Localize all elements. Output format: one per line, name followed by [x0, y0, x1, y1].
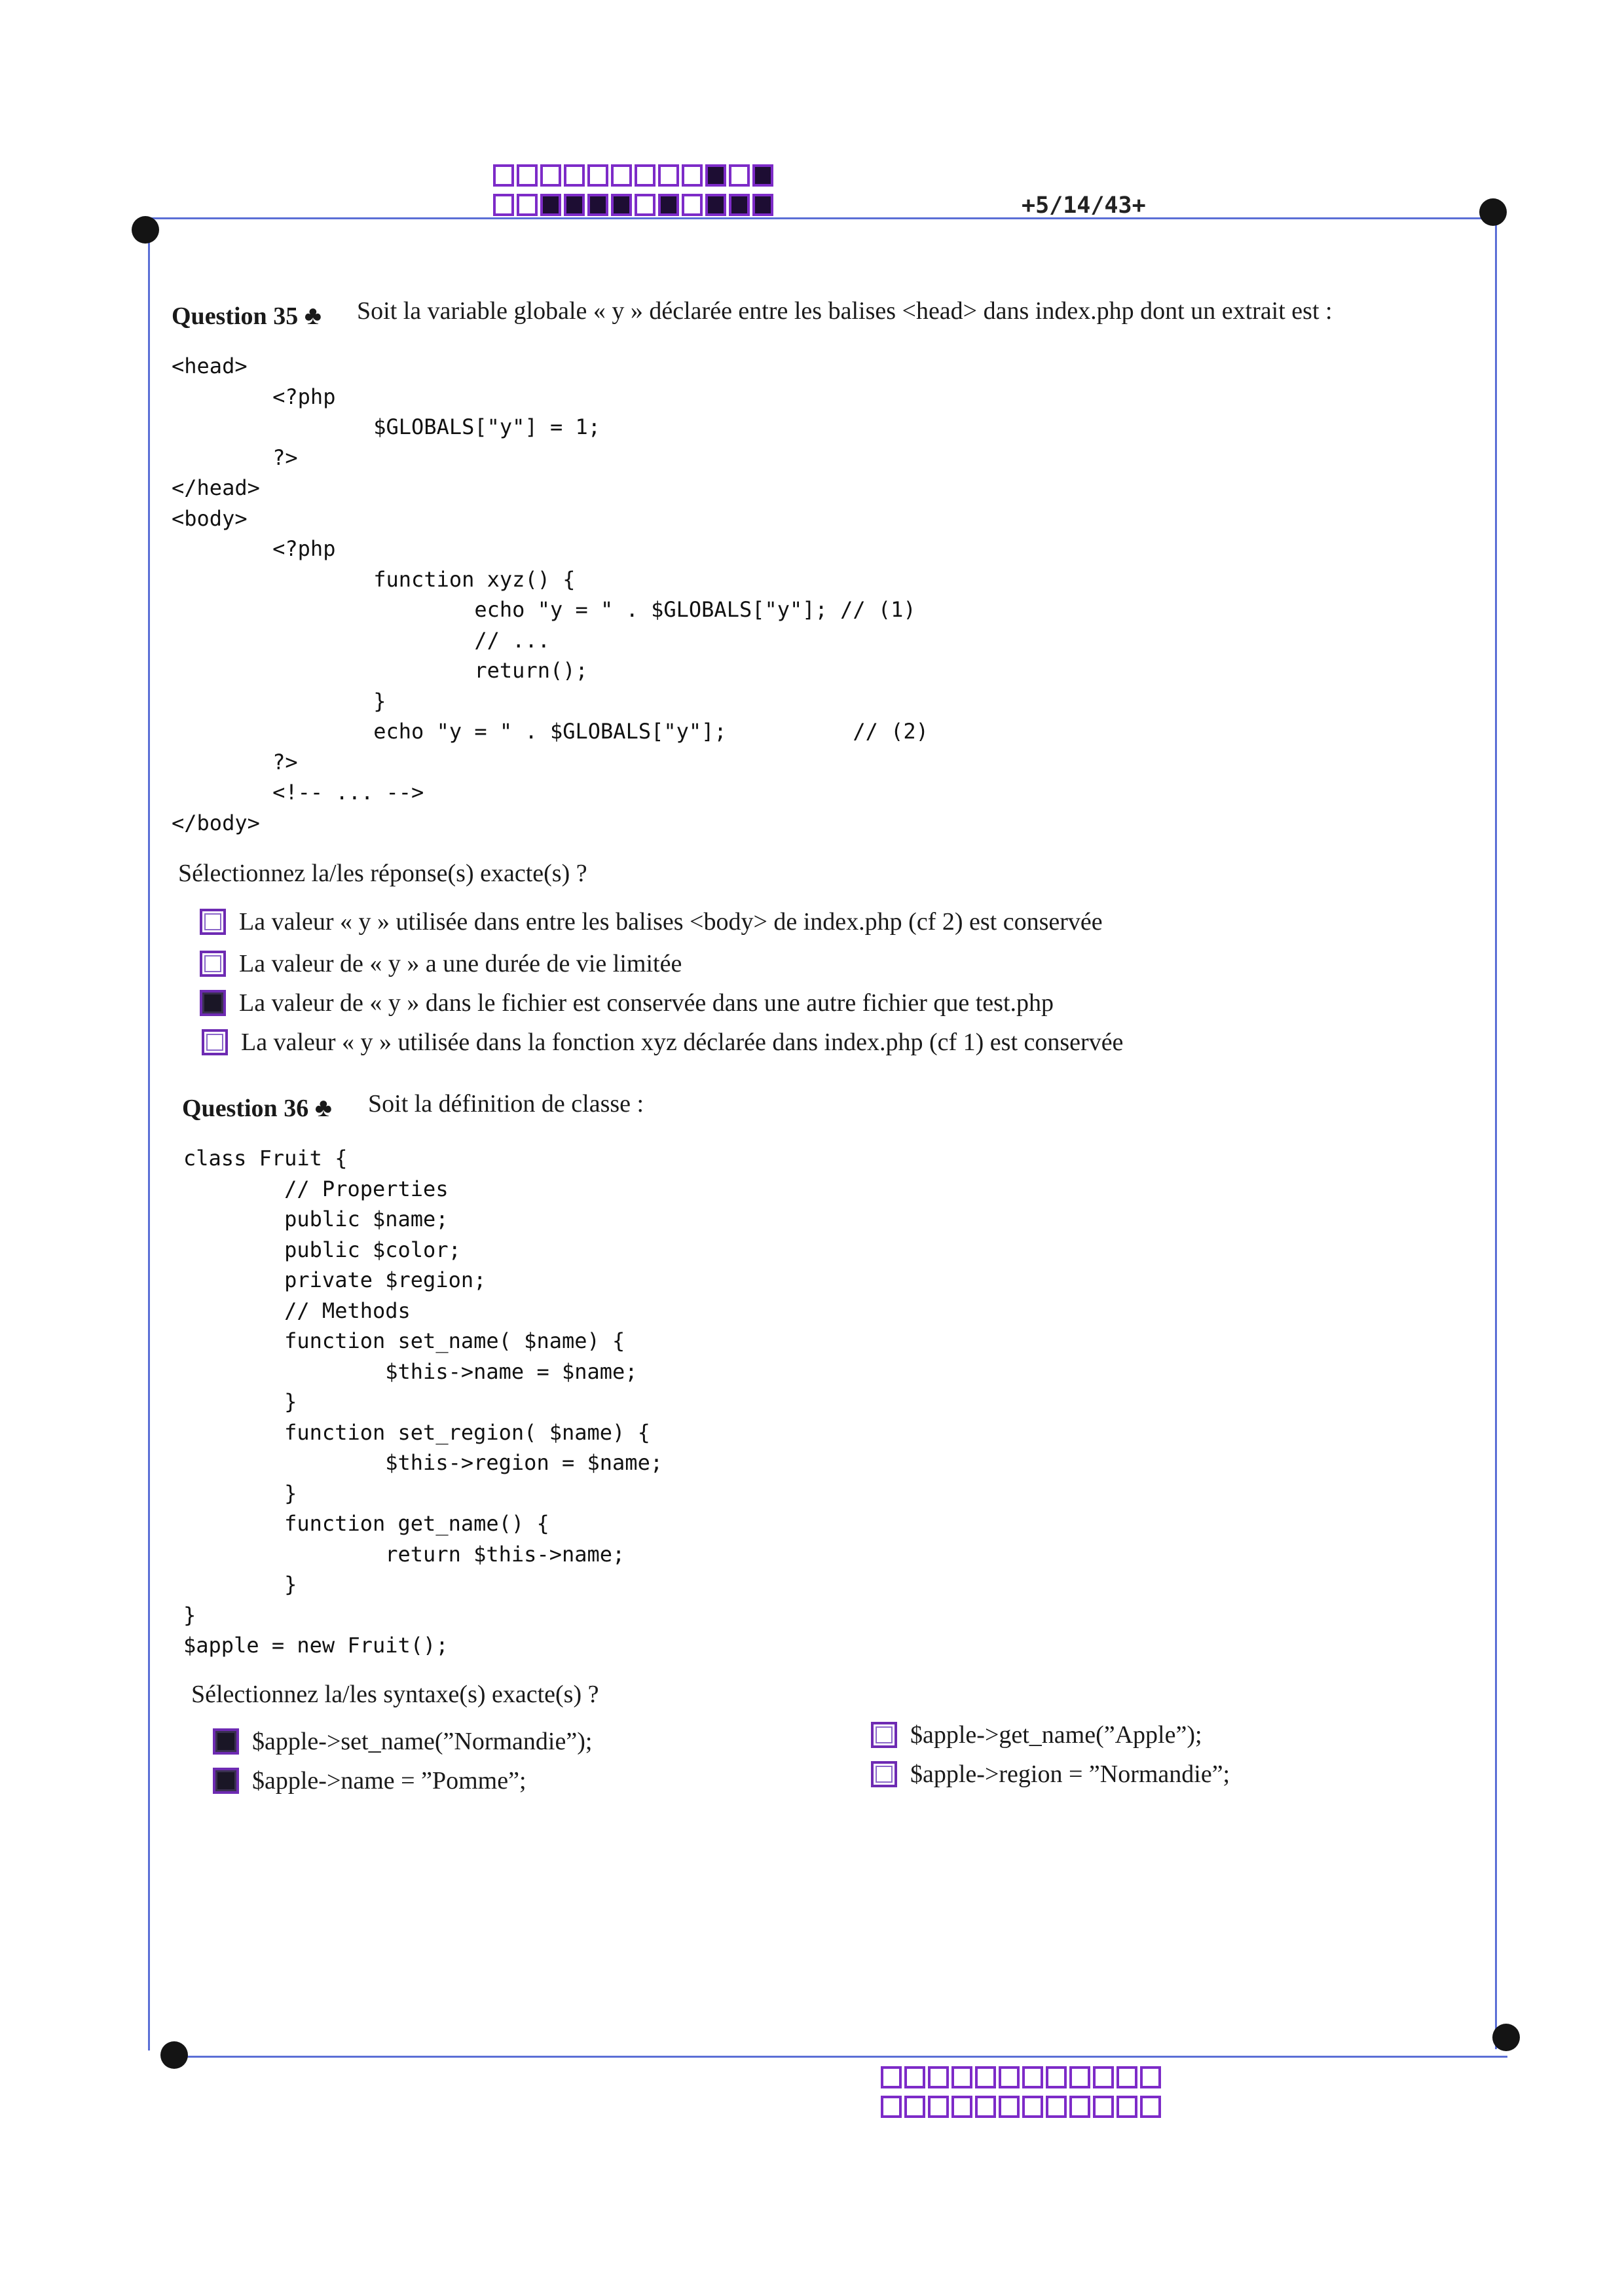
- barcode-cell: [705, 164, 726, 187]
- question-36-number: Question 36: [182, 1095, 309, 1122]
- barcode-cell: [904, 2096, 925, 2118]
- barcode-cell: [951, 2096, 972, 2118]
- top-barcode-row-2: [493, 194, 773, 216]
- frame-top: [145, 217, 1496, 219]
- barcode-cell: [658, 194, 679, 216]
- barcode-cell: [540, 164, 561, 187]
- barcode-cell: [729, 194, 750, 216]
- barcode-cell: [975, 2066, 996, 2088]
- corner-marker-top-right: [1479, 198, 1507, 226]
- answer-checkbox[interactable]: [200, 909, 226, 935]
- answer-text: $apple->name = ”Pomme”;: [252, 1767, 526, 1795]
- question-35-number: Question 35: [172, 302, 299, 330]
- barcode-cell: [682, 164, 703, 187]
- barcode-cell: [1022, 2066, 1043, 2088]
- corner-marker-bottom-right: [1492, 2024, 1520, 2051]
- barcode-cell: [1116, 2066, 1137, 2088]
- page-id: +5/14/43+: [1022, 192, 1146, 219]
- barcode-cell: [635, 194, 655, 216]
- answer-option[interactable]: [871, 1760, 1230, 1789]
- barcode-cell: [1046, 2066, 1067, 2088]
- answer-checkbox[interactable]: [202, 1029, 228, 1055]
- barcode-cell: [564, 164, 585, 187]
- barcode-cell: [999, 2096, 1020, 2118]
- barcode-cell: [517, 194, 538, 216]
- barcode-cell: [493, 194, 514, 216]
- question-36-code: class Fruit { // Properties public $name; public $color; private $region; // Methods function set_name( $name) { $this->name = $name; } function set_region( $name) { $this->region = $name; } function get_name() { return $this->name; } } $apple = new Fruit();: [183, 1146, 663, 1658]
- answer-text: $apple->region = ”Normandie”;: [910, 1760, 1230, 1788]
- barcode-cell: [564, 194, 585, 216]
- barcode-cell: [881, 2096, 902, 2118]
- question-35-code: <head> <?php $GLOBALS["y"] = 1; ?> </head> <body> <?php function xyz() { echo "y = " . $GLOBALS["y"]; // (1) // ... return(); } echo "y = " . $GLOBALS["y"]; // (2) ?> <!-- ... --> </body>: [172, 354, 929, 835]
- answer-option[interactable]: [200, 989, 1054, 1017]
- barcode-cell: [1046, 2096, 1067, 2118]
- barcode-cell: [951, 2066, 972, 2088]
- answer-checkbox[interactable]: [200, 951, 226, 977]
- answer-text: La valeur de « y » dans le fichier est conservée dans une autre fichier que test.php: [239, 989, 1054, 1017]
- frame-bottom: [174, 2056, 1507, 2058]
- barcode-cell: [999, 2066, 1020, 2088]
- answer-checkbox[interactable]: [200, 990, 226, 1016]
- bottom-barcode-row-1: [881, 2066, 1161, 2088]
- answer-text: La valeur « y » utilisée dans la fonction xyz déclarée dans index.php (cf 1) est conservée: [241, 1029, 1124, 1056]
- club-icon: ♣: [314, 1093, 332, 1122]
- barcode-cell: [1093, 2066, 1114, 2088]
- answer-option[interactable]: [871, 1721, 1202, 1749]
- barcode-cell: [587, 194, 608, 216]
- barcode-cell: [881, 2066, 902, 2088]
- barcode-cell: [975, 2096, 996, 2118]
- question-36-prompt: Sélectionnez la/les syntaxe(s) exacte(s) ?: [191, 1681, 599, 1708]
- barcode-cell: [540, 194, 561, 216]
- answer-option[interactable]: [200, 907, 1103, 936]
- frame-left: [148, 230, 150, 2050]
- answer-checkbox[interactable]: [213, 1768, 239, 1794]
- answer-text: $apple->get_name(”Apple”);: [910, 1721, 1202, 1749]
- barcode-cell: [752, 194, 773, 216]
- frame-right: [1495, 216, 1497, 2049]
- answer-checkbox[interactable]: [871, 1761, 897, 1787]
- top-barcode-row-1: [493, 164, 773, 187]
- corner-marker-bottom-left: [160, 2041, 188, 2069]
- barcode-cell: [635, 164, 655, 187]
- answer-option[interactable]: [213, 1766, 526, 1795]
- barcode-cell: [1116, 2096, 1137, 2118]
- answer-option[interactable]: [200, 949, 682, 978]
- barcode-cell: [1093, 2096, 1114, 2118]
- corner-marker-top-left: [132, 216, 159, 244]
- barcode-cell: [928, 2066, 949, 2088]
- question-35-prompt: Sélectionnez la/les réponse(s) exacte(s) ?: [178, 860, 587, 887]
- answer-text: La valeur de « y » a une durée de vie limitée: [239, 950, 682, 977]
- question-36-label: [182, 1092, 332, 1123]
- answer-text: La valeur « y » utilisée dans entre les balises <body> de index.php (cf 2) est conservée: [239, 908, 1103, 936]
- barcode-cell: [705, 194, 726, 216]
- answer-checkbox[interactable]: [871, 1722, 897, 1748]
- barcode-cell: [611, 164, 632, 187]
- barcode-cell: [1140, 2096, 1161, 2118]
- club-icon: ♣: [304, 301, 322, 330]
- barcode-cell: [904, 2066, 925, 2088]
- barcode-cell: [1069, 2096, 1090, 2118]
- question-35-label: [172, 300, 322, 331]
- answer-option[interactable]: [202, 1028, 1123, 1057]
- barcode-cell: [587, 164, 608, 187]
- barcode-cell: [517, 164, 538, 187]
- barcode-cell: [611, 194, 632, 216]
- barcode-cell: [493, 164, 514, 187]
- answer-checkbox[interactable]: [213, 1728, 239, 1755]
- question-36-text: Soit la définition de classe :: [368, 1090, 644, 1118]
- barcode-cell: [1140, 2066, 1161, 2088]
- answer-option[interactable]: [213, 1727, 592, 1756]
- barcode-cell: [928, 2096, 949, 2118]
- barcode-cell: [1069, 2066, 1090, 2088]
- barcode-cell: [1022, 2096, 1043, 2118]
- answer-text: $apple->set_name(”Normandie”);: [252, 1728, 593, 1755]
- question-35-text: Soit la variable globale « y » déclarée entre les balises <head> dans index.php dont un extrait est :: [357, 297, 1333, 325]
- barcode-cell: [729, 164, 750, 187]
- bottom-barcode-row-2: [881, 2096, 1161, 2118]
- barcode-cell: [658, 164, 679, 187]
- barcode-cell: [682, 194, 703, 216]
- barcode-cell: [752, 164, 773, 187]
